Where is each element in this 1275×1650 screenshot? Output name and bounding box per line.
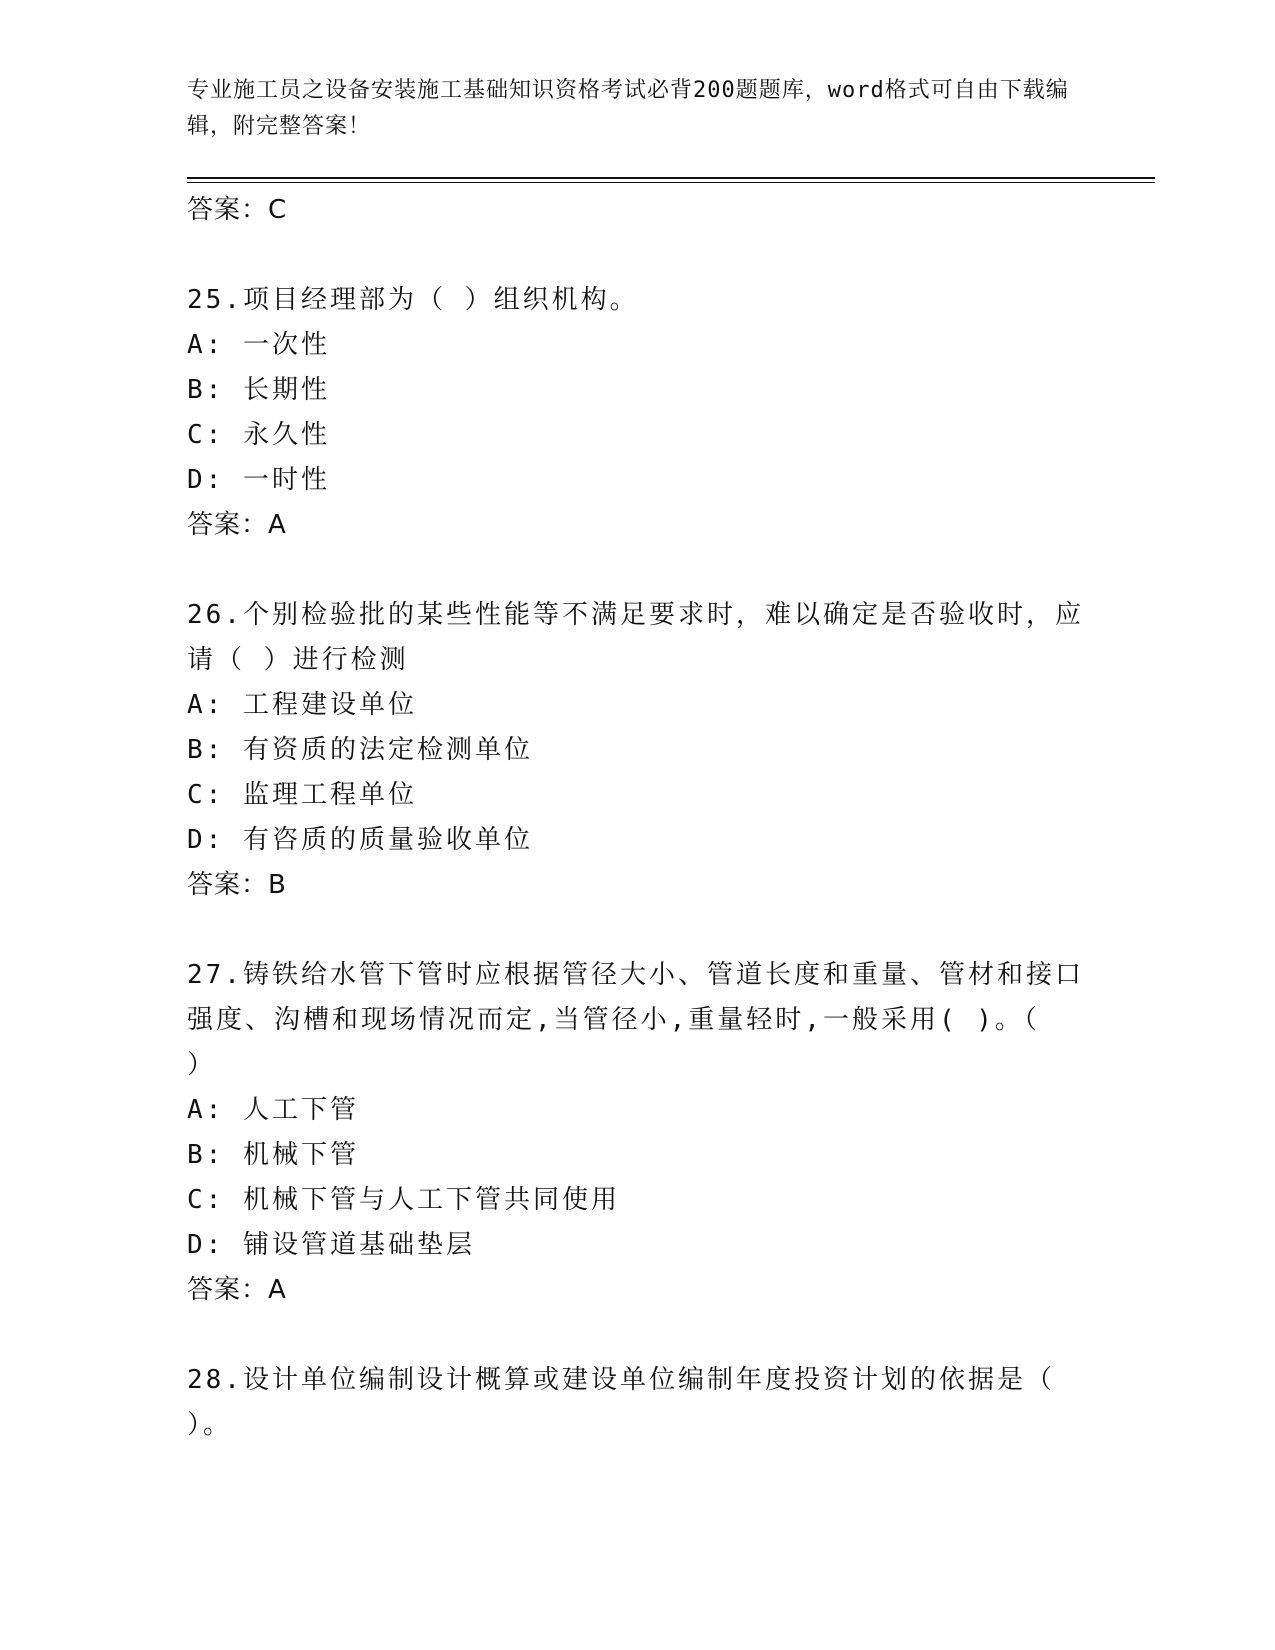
answer: 答案：A <box>187 1275 287 1305</box>
option-d: D: 一时性 <box>187 465 330 495</box>
option-b: B: 机械下管 <box>187 1140 359 1170</box>
question-25 <box>187 278 1087 548</box>
spacer <box>187 233 1087 278</box>
question-28 <box>187 1358 1087 1448</box>
header-divider-thin <box>187 182 1155 183</box>
header-divider-thick <box>187 177 1155 179</box>
question-26 <box>187 593 1087 908</box>
option-d: D: 铺设管道基础垫层 <box>187 1230 475 1260</box>
question-list <box>187 188 1087 1448</box>
question-stem-line-1: 28.设计单位编制设计概算或建设单位编制年度投资计划的依据是（ <box>187 1365 1055 1395</box>
answer-previous: 答案：C <box>187 195 288 225</box>
question-stem: 25.项目经理部为（ ）组织机构。 <box>187 285 639 315</box>
option-b: B: 长期性 <box>187 375 330 405</box>
question-stem-line-3: ） <box>187 1050 217 1080</box>
document-header: 专业施工员之设备安装施工基础知识资格考试必背200题题库，word格式可自由下载编辑，附完整答案！ <box>187 78 1069 139</box>
spacer <box>187 908 1087 953</box>
option-a: A: 工程建设单位 <box>187 690 417 720</box>
answer: 答案：B <box>187 870 287 900</box>
option-a: A: 一次性 <box>187 330 330 360</box>
option-d: D: 有咨质的质量验收单位 <box>187 825 533 855</box>
question-stem-line-2: 强度、沟槽和现场情况而定,当管径小,重量轻时,一般采用( )。（ <box>187 1005 1040 1035</box>
option-a: A: 人工下管 <box>187 1095 359 1125</box>
spacer <box>187 548 1087 593</box>
option-c: C: 机械下管与人工下管共同使用 <box>187 1185 620 1215</box>
spacer <box>187 1313 1087 1358</box>
answer: 答案：A <box>187 510 287 540</box>
option-c: C: 永久性 <box>187 420 330 450</box>
question-stem-line-2: ）。 <box>187 1410 233 1440</box>
option-b: B: 有资质的法定检测单位 <box>187 735 533 765</box>
option-c: C: 监理工程单位 <box>187 780 417 810</box>
question-stem-line-2: 请（ ）进行检测 <box>187 645 409 675</box>
question-stem-line-1: 27.铸铁给水管下管时应根据管径大小、管道长度和重量、管材和接口 <box>187 960 1084 990</box>
question-27 <box>187 953 1087 1313</box>
question-stem-line-1: 26.个别检验批的某些性能等不满足要求时，难以确定是否验收时，应 <box>187 600 1084 630</box>
